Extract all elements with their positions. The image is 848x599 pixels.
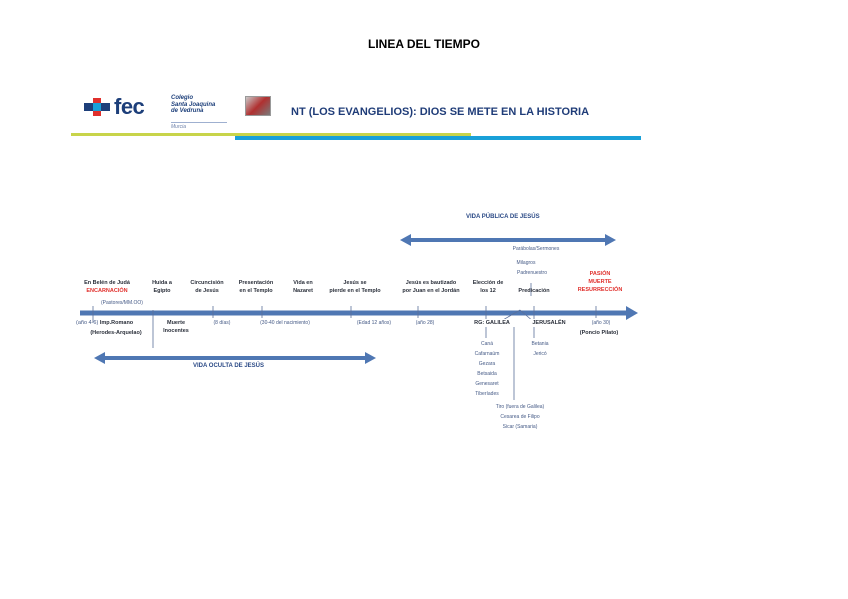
preaching-item: Parábolas/Sermones [512, 246, 560, 252]
galilea-places: Caná Cafarnaúm Gezara Betsaida Genesaret Tiberíades [474, 341, 500, 397]
fec-logo-text: fec [114, 94, 145, 119]
school-name: Colegio Santa Joaquina de Vedruna [171, 95, 216, 114]
below-inocentes: Muerte Inocentes [163, 320, 189, 334]
event-templo: Jesús se pierde en el Templo [329, 280, 381, 294]
below-ano-30: (año 30) [584, 318, 618, 328]
below-8-dias: (8 días) [205, 318, 239, 328]
event-bautismo: Jesús es bautizado por Juan en el Jordán [402, 280, 460, 294]
preaching-item: Padrenuestro [516, 270, 548, 276]
below-edad-12: (Edad 12 años) [347, 318, 401, 328]
preaching-item: Milagros [516, 260, 536, 266]
event-encarnacion: En Belén de Judá ENCARNACIÓN [84, 280, 130, 294]
event-nazaret: Vida en Nazaret [293, 280, 313, 294]
event-encarnacion-note: (Pastores/MM.OO) [101, 300, 143, 306]
public-life-label: VIDA PÚBLICA DE JESÚS [466, 214, 540, 220]
below-jerusalen: JERUSALÉN [526, 319, 572, 327]
jerusalen-places: Betania Jericó [531, 341, 549, 357]
event-circuncision: Circuncisión de Jesús [190, 280, 224, 294]
below-galilea: RG: GALILEA [466, 319, 518, 327]
event-huida: Huida a Egipto [152, 280, 172, 294]
hidden-life-label: VIDA OCULTA DE JESÚS [193, 363, 265, 369]
page-title: LINEA DEL TIEMPO [367, 37, 480, 51]
school-city: Murcia [171, 122, 227, 130]
below-emperor: (año 4-6) Imp.Romano [76, 320, 134, 326]
event-pasion: PASIÓN MUERTE RESURRECCIÓN [577, 271, 623, 293]
event-eleccion: Elección de los 12 [472, 280, 504, 294]
event-presentacion: Presentación en el Templo [238, 280, 274, 294]
outside-places: Tiro (fuera de Galilea) Cesarea de Filipo Sicar (Samaria) [495, 404, 545, 430]
event-predicacion: Predicación [518, 288, 550, 294]
below-pilato: (Poncio Pilato) [579, 330, 619, 336]
below-30-40: (30-40 del nacimiento) [245, 318, 325, 328]
below-ano-28: (año 28) [408, 318, 442, 328]
below-herodes: (Herodes-Arquelao) [90, 330, 142, 336]
header-title: NT (LOS EVANGELIOS): DIOS SE METE EN LA HISTORIA [291, 106, 590, 118]
